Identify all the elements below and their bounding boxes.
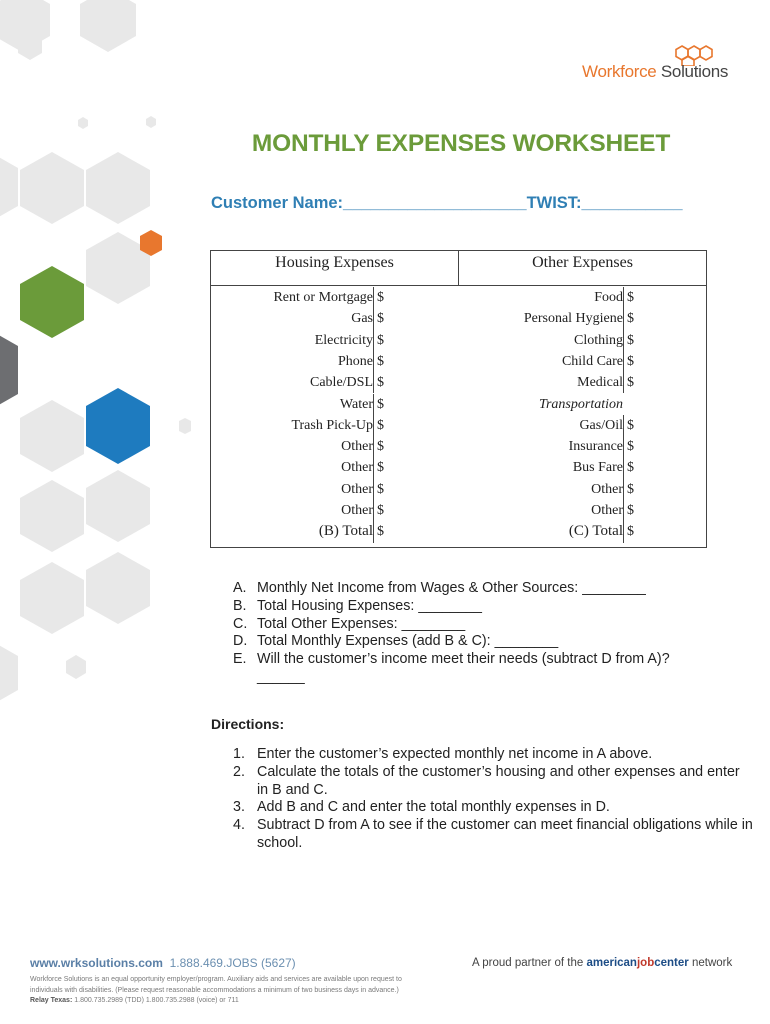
other-expense-label: Personal Hygiene (523, 311, 623, 327)
housing-expense-label: Water (339, 396, 373, 412)
question-text: Total Other Expenses: ________ (257, 615, 466, 632)
housing-expense-row (211, 415, 459, 436)
question-text: Monthly Net Income from Wages & Other Sources: ________ (257, 580, 646, 596)
other-amount-field[interactable]: $ (623, 308, 641, 329)
other-expense-row (459, 479, 707, 500)
relay-numbers: 1.800.735.2989 (TDD) 1.800.735.2988 (voice) or 711 (74, 997, 239, 1004)
housing-expense-row (211, 330, 459, 351)
question-letter: E. (233, 651, 247, 668)
housing-expense-row (211, 372, 459, 393)
direction-number: 2. (233, 763, 245, 780)
other-expense-row (459, 500, 707, 521)
other-expense-row (459, 372, 707, 393)
housing-expense-label: Other (341, 439, 373, 455)
other-amount-field[interactable]: $ (623, 415, 641, 436)
partner-center: center (654, 957, 689, 969)
other-expense-label: Food (594, 290, 623, 305)
housing-amount-field[interactable]: $ (373, 500, 391, 521)
housing-amount-field[interactable]: $ (373, 351, 391, 372)
other-total-label: (C) Total (568, 523, 623, 540)
other-expense-label: Other (591, 481, 623, 497)
website-link[interactable]: www.wrksolutions.com (30, 956, 163, 970)
directions-heading: Directions: (211, 716, 285, 732)
question-item (233, 633, 673, 651)
housing-expense-label: Electricity (314, 332, 373, 348)
question-text: Total Housing Expenses: ________ (257, 597, 482, 614)
phone-number: 1.888.469.JOBS (5627) (169, 956, 296, 970)
direction-number: 3. (233, 799, 245, 816)
direction-item (233, 799, 753, 817)
other-expense-row (459, 308, 707, 329)
housing-expense-label: Other (341, 503, 373, 518)
question-item (233, 616, 673, 634)
housing-expense-row (211, 308, 459, 329)
housing-amount-field[interactable]: $ (373, 415, 391, 436)
footer-legal-notice (30, 975, 410, 1007)
other-expense-row (459, 394, 707, 415)
housing-expense-label: Other (341, 460, 373, 476)
question-letter: A. (233, 580, 247, 596)
logo-wordmark (582, 62, 728, 82)
other-amount-field[interactable]: $ (623, 372, 641, 393)
question-item (233, 651, 673, 687)
housing-expense-row (211, 479, 459, 500)
partner-suffix: network (691, 957, 733, 969)
housing-amount-field[interactable]: $ (373, 372, 391, 393)
question-text: Total Monthly Expenses (add B & C): ________ (257, 633, 559, 650)
direction-number: 4. (233, 817, 245, 834)
other-amount-field[interactable]: $ (623, 351, 641, 372)
other-expense-label: Transportation (538, 396, 623, 412)
other-expense-label: Other (591, 503, 623, 518)
housing-expense-row (211, 500, 459, 521)
other-amount-field[interactable]: $ (623, 436, 641, 457)
header-divider (458, 251, 459, 285)
direction-item (233, 746, 753, 764)
question-letter: B. (233, 597, 247, 614)
direction-item (233, 817, 753, 853)
other-expense-label: Bus Fare (572, 460, 623, 476)
housing-expense-row (211, 287, 459, 308)
housing-expense-label: Cable/DSL (310, 375, 373, 391)
other-amount-field[interactable]: $ (623, 479, 641, 500)
other-expense-row (459, 436, 707, 457)
housing-expense-label: Gas (351, 311, 373, 327)
direction-text: Calculate the totals of the customer’s housing and other expenses and enter in B and C. (257, 763, 740, 798)
other-expense-row (459, 351, 707, 372)
housing-expense-label: Other (341, 481, 373, 497)
housing-expense-label: Rent or Mortgage (273, 290, 373, 305)
housing-amount-field[interactable]: $ (373, 436, 391, 457)
expenses-table (210, 250, 707, 548)
other-amount-field[interactable]: $ (623, 287, 641, 308)
footer-contact (30, 956, 296, 970)
header-underline (211, 285, 706, 286)
partner-prefix: A proud partner of the (472, 957, 584, 969)
direction-text: Add B and C and enter the total monthly expenses in D. (257, 799, 610, 816)
other-expense-row (459, 457, 707, 478)
direction-text: Enter the customer’s expected monthly net income in A above. (257, 746, 653, 762)
other-expense-label: Gas/Oil (579, 417, 623, 433)
direction-item (233, 764, 753, 800)
question-text: Will the customer’s income meet their needs (subtract D from A)? ______ (257, 651, 670, 685)
housing-amount-field[interactable]: $ (373, 287, 391, 308)
other-amount-field[interactable]: $ (623, 521, 641, 542)
other-expense-row (459, 287, 707, 308)
question-letter: D. (233, 633, 248, 650)
other-expense-label: Child Care (561, 353, 623, 369)
legal-text: Workforce Solutions is an equal opportunity employer/program. Auxiliary aids and services are available upon request to individuals with disabilities. (Please request reasonable accommodations a minimum of two business days in advance.) (30, 976, 402, 994)
housing-amount-field[interactable]: $ (373, 394, 391, 415)
direction-text: Subtract D from A to see if the customer can meet financial obligations while in school. (257, 817, 753, 851)
summary-questions (233, 580, 673, 687)
housing-expense-row (211, 436, 459, 457)
housing-amount-field[interactable]: $ (373, 457, 391, 478)
other-expense-row (459, 521, 707, 542)
other-expense-row (459, 330, 707, 351)
partner-job: job (636, 957, 655, 969)
other-expense-label: Medical (577, 375, 623, 391)
other-expense-row (459, 415, 707, 436)
customer-name-twist-line: Customer Name:____________________TWIST:___________ (211, 194, 683, 212)
logo-word-workforce: Workforce (582, 62, 657, 81)
housing-expense-label: Phone (338, 353, 373, 369)
other-amount-field[interactable]: $ (623, 500, 641, 521)
other-expense-label: Insurance (568, 439, 623, 455)
housing-amount-field[interactable]: $ (373, 330, 391, 351)
other-amount-field[interactable]: $ (623, 330, 641, 351)
relay-label: Relay Texas: (30, 997, 73, 1004)
housing-expense-label: Trash Pick-Up (291, 417, 373, 433)
question-item (233, 580, 673, 598)
other-expense-label: Clothing (573, 332, 623, 348)
partner-american: american (586, 957, 637, 969)
directions-list (233, 746, 753, 853)
housing-amount-field[interactable]: $ (373, 521, 391, 542)
housing-expense-row (211, 394, 459, 415)
question-item (233, 598, 673, 616)
housing-expense-row (211, 351, 459, 372)
decorative-hexagon-pattern (0, 0, 200, 720)
housing-total-label: (B) Total (318, 523, 373, 540)
housing-expense-row (211, 521, 459, 542)
other-amount-field[interactable]: $ (623, 457, 641, 478)
housing-amount-field[interactable]: $ (373, 308, 391, 329)
workforce-solutions-logo (582, 44, 752, 86)
question-letter: C. (233, 615, 248, 632)
ajc-partner-statement (472, 957, 732, 969)
other-expenses-header: Other Expenses (532, 254, 633, 271)
page-title: MONTHLY EXPENSES WORKSHEET (251, 130, 671, 157)
housing-amount-field[interactable]: $ (373, 479, 391, 500)
housing-expenses-header: Housing Expenses (275, 254, 394, 271)
housing-expense-row (211, 457, 459, 478)
logo-word-solutions: Solutions (660, 62, 729, 81)
direction-number: 1. (233, 746, 245, 762)
